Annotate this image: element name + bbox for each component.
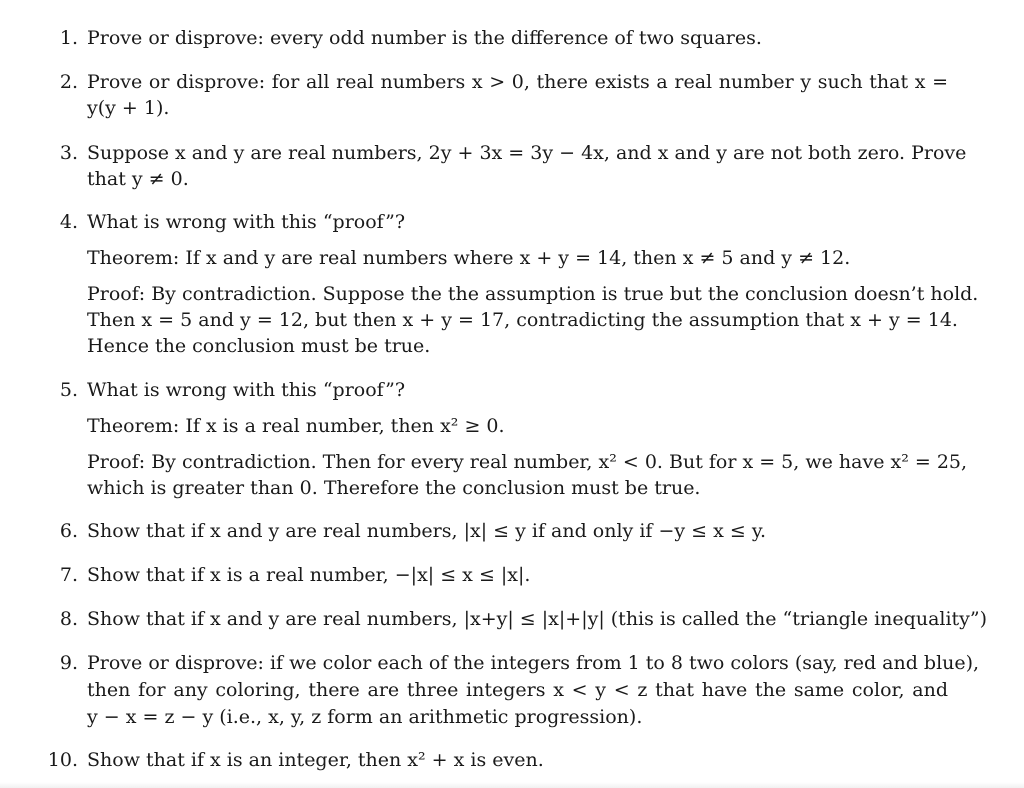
problem-number: 8. bbox=[59, 608, 78, 630]
proof-line: Proof: By contradiction. Suppose the the assumption is true but the conclusion doesn’t hold. bbox=[87, 283, 979, 305]
theorem-line: Theorem: If x is a real number, then x² ≥ 0. bbox=[87, 415, 505, 437]
problem-text-line: Show that if x is an integer, then x² + x is even. bbox=[87, 749, 544, 771]
proof-line: Then x = 5 and y = 12, but then x + y = 17, contradicting the assumption that x + y = 14. bbox=[87, 309, 958, 331]
problem-text-line: then for any coloring, there are three integers x < y < z that have the same color, and bbox=[87, 679, 948, 701]
problem-text-line: Prove or disprove: for all real numbers x > 0, there exists a real number y such that x = bbox=[87, 71, 948, 93]
proof-line: Proof: By contradiction. Then for every real number, x² < 0. But for x = 5, we have x² = 25, bbox=[87, 451, 968, 473]
problem-text-line: that y ≠ 0. bbox=[87, 168, 189, 190]
problem-text-line: Prove or disprove: if we color each of the integers from 1 to 8 two colors (say, red and blue), bbox=[87, 652, 980, 674]
problem-number: 7. bbox=[59, 564, 78, 586]
problem-text-line: Show that if x and y are real numbers, |x| ≤ y if and only if −y ≤ x ≤ y. bbox=[87, 520, 767, 542]
proof-line: which is greater than 0. Therefore the conclusion must be true. bbox=[87, 477, 701, 499]
problem-number: 5. bbox=[59, 379, 78, 401]
problem-number: 3. bbox=[59, 142, 78, 164]
problem-number: 6. bbox=[59, 520, 78, 542]
problem-text-line: Show that if x and y are real numbers, |x+y| ≤ |x|+|y| (this is called the “triangle inequality”) bbox=[87, 608, 988, 630]
problem-number: 4. bbox=[59, 211, 78, 233]
problem-number: 2. bbox=[59, 71, 78, 93]
problem-number: 9. bbox=[59, 652, 78, 674]
theorem-line: Theorem: If x and y are real numbers where x + y = 14, then x ≠ 5 and y ≠ 12. bbox=[87, 247, 851, 269]
problem-text-line: Show that if x is a real number, −|x| ≤ x ≤ |x|. bbox=[87, 564, 531, 586]
page-bottom-edge bbox=[0, 782, 1024, 788]
problem-text-line: What is wrong with this “proof”? bbox=[87, 211, 406, 233]
problem-text-line: Prove or disprove: every odd number is the difference of two squares. bbox=[87, 27, 762, 49]
problem-text-line: y(y + 1). bbox=[87, 97, 170, 119]
problem-text-line: y − x = z − y (i.e., x, y, z form an arithmetic progression). bbox=[87, 706, 643, 728]
proof-line: Hence the conclusion must be true. bbox=[87, 335, 431, 357]
problem-text-line: What is wrong with this “proof”? bbox=[87, 379, 406, 401]
problem-number: 10. bbox=[47, 749, 78, 771]
problem-number: 1. bbox=[59, 27, 78, 49]
problem-text-line: Suppose x and y are real numbers, 2y + 3x = 3y − 4x, and x and y are not both zero. Prove bbox=[87, 142, 967, 164]
